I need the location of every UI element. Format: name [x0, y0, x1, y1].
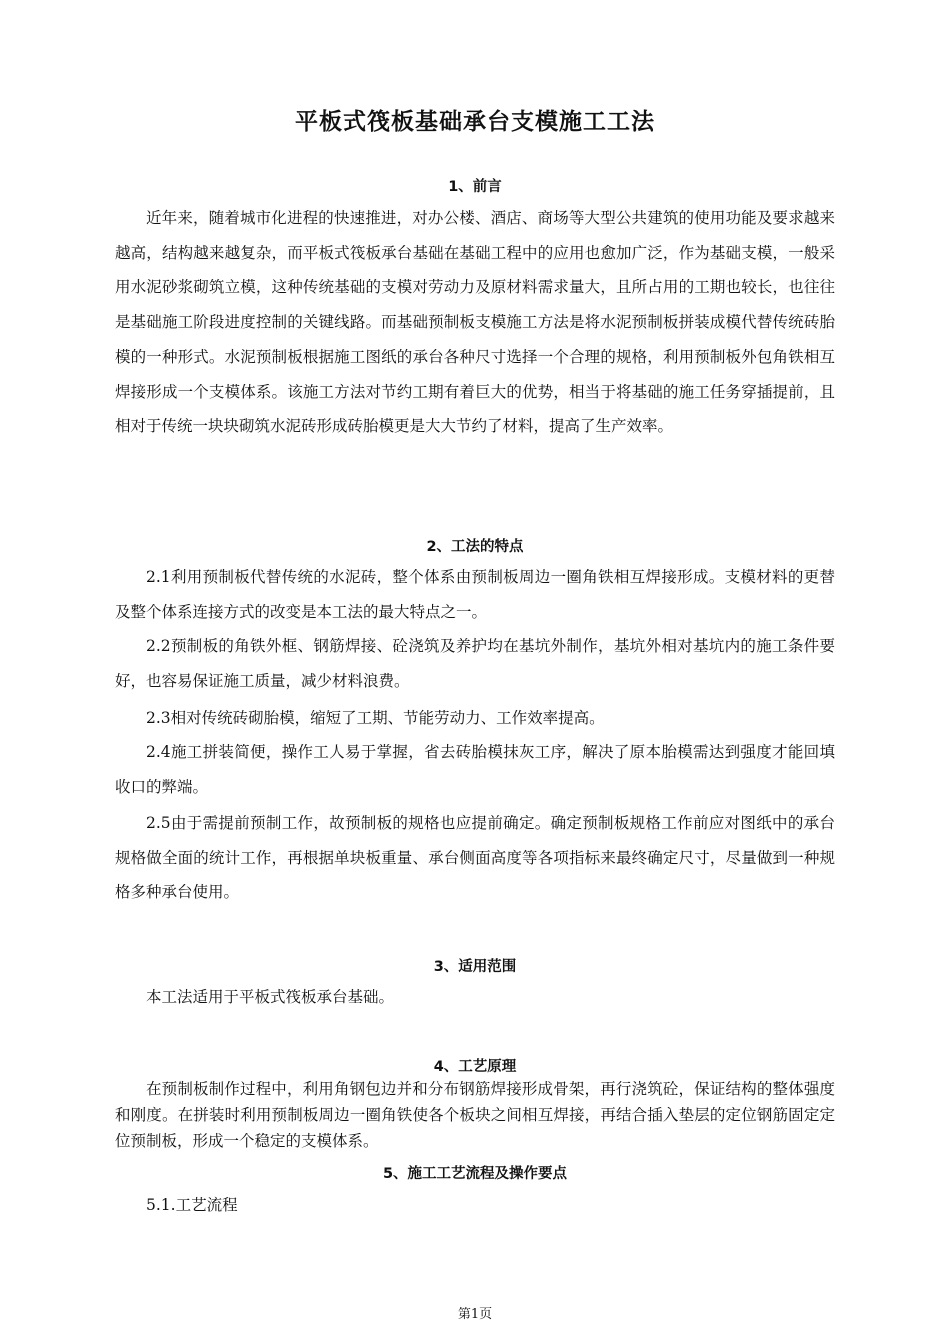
- section-heading-preface: 1、前言: [448, 179, 502, 195]
- paragraph-preface: 近年来，随着城市化进程的快速推进，对办公楼、酒店、商场等大型公共建筑的使用功能及要求越来越高，结构越来越复杂，而平板式筏板承台基础在基础工程中的应用也愈加广泛，作为基础支模，一般采用水泥砂浆砌筑立模，这种传统基础的支模对劳动力及原材料需求量大，且所占用的工期也较长，也往往是基础施工阶段进度控制的关键线路。而基础预制板支模施工方法是将水泥预制板拼装成模代替传统砖胎模的一种形式。水泥预制板根据施工图纸的承台各种尺寸选择一个合理的规格，利用预制板外包角铁相互焊接形成一个支模体系。该施工方法对节约工期有着巨大的优势，相当于将基础的施工任务穿插提前，且相对于传统一块块砌筑水泥砖形成砖胎模更是大大节约了材料，提高了生产效率。: [115, 209, 835, 436]
- paragraph-process-5-1: 5.1.工艺流程: [146, 1196, 238, 1214]
- paragraph-principle: 在预制板制作过程中，利用角钢包边并和分布钢筋焊接形成骨架，再行浇筑砼，保证结构的整体强度和刚度。在拼装时利用预制板周边一圈角铁使各个板块之间相互焊接，再结合插入垫层的定位钢筋固定定位预制板，形成一个稳定的支模体系。: [115, 1080, 835, 1150]
- paragraph-feature-2-4: 2.4施工拼装简便，操作工人易于掌握，省去砖胎模抹灰工序，解决了原本胎模需达到强度才能回填收口的弊端。: [115, 743, 835, 796]
- page-number: 第1页: [457, 1307, 493, 1322]
- paragraph-feature-2-5: 2.5由于需提前预制工作，故预制板的规格也应提前确定。确定预制板规格工作前应对图纸中的承台规格做全面的统计工作，再根据单块板重量、承台侧面高度等各项指标来最终确定尺寸，尽量做到一种规格多种承台使用。: [115, 814, 835, 902]
- paragraph-feature-2-1: 2.1利用预制板代替传统的水泥砖，整个体系由预制板周边一圈角铁相互焊接形成。支模材料的更替及整个体系连接方式的改变是本工法的最大特点之一。: [115, 568, 835, 621]
- section-heading-scope: 3、适用范围: [433, 959, 517, 975]
- section-heading-process: 5、施工工艺流程及操作要点: [382, 1166, 568, 1182]
- paragraph-feature-2-3: 2.3相对传统砖砌胎模，缩短了工期、节能劳动力、工作效率提高。: [146, 709, 605, 727]
- paragraph-scope: 本工法适用于平板式筏板承台基础。: [146, 988, 395, 1006]
- paragraph-feature-2-2: 2.2预制板的角铁外框、钢筋焊接、砼浇筑及养护均在基坑外制作，基坑外相对基坑内的施工条件要好，也容易保证施工质量，减少材料浪费。: [115, 637, 835, 690]
- document-title: 平板式筏板基础承台支模施工工法: [295, 109, 655, 135]
- section-heading-features: 2、工法的特点: [426, 539, 524, 555]
- section-heading-principle: 4、工艺原理: [433, 1059, 517, 1075]
